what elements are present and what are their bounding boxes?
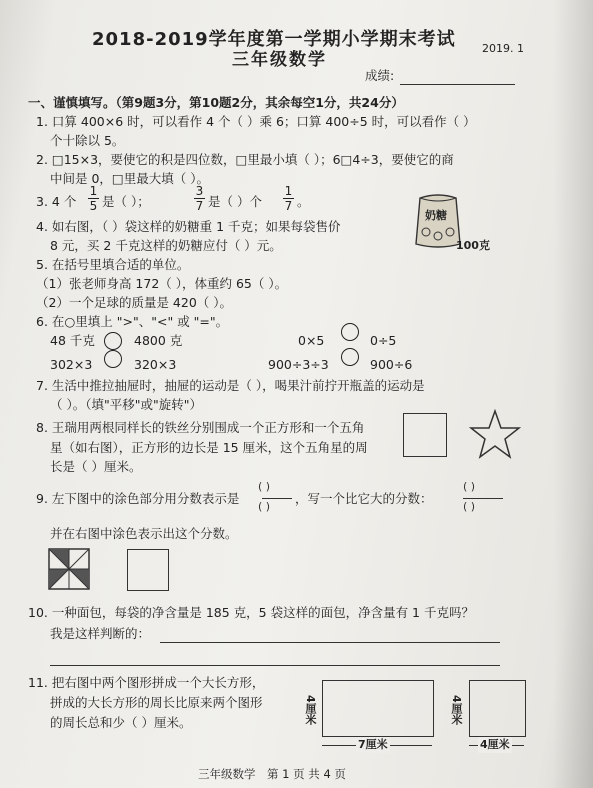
compare-b-right: 0÷5 <box>370 333 397 348</box>
rectangle-height-label: 4厘米 <box>304 695 317 725</box>
compare-a-left: 48 千克 <box>50 333 95 348</box>
compare-b-circle[interactable] <box>341 323 359 341</box>
question-5-line-3: （2）一个足球的质量是 420（ ）。 <box>36 295 233 310</box>
question-3-part-2: 是（ ）； <box>102 194 150 209</box>
question-2-line-2: 中间是 0，□里最大填（ ）。 <box>50 171 209 186</box>
rectangle-figure <box>322 680 434 737</box>
compare-a-circle[interactable] <box>104 332 122 350</box>
compare-a-right: 4800 克 <box>134 333 183 348</box>
fraction-three-sevenths: 3 7 <box>195 184 204 213</box>
candy-bag-label: 奶糖 <box>425 209 447 222</box>
question-2-line-1: 2. □15×3，要使它的积是四位数，□里最小填（ ）；6□4÷3，要使它的商 <box>36 152 454 167</box>
exam-date: 2019. 1 <box>482 42 524 55</box>
page-shadow <box>553 0 593 788</box>
question-3-part-1: 3. 4 个 <box>36 194 77 209</box>
question-4-line-2: 8 元，买 2 千克这样的奶糖应付（ ）元。 <box>50 238 282 253</box>
question-9-line-2: 并在右图中涂色表示出这个分数。 <box>50 526 238 541</box>
compare-c-circle[interactable] <box>104 350 122 368</box>
question-11-line-3: 的周长总和少（ ）厘米。 <box>50 715 192 730</box>
compare-c-right: 320×3 <box>134 357 177 372</box>
question-11-line-1: 11. 把右图中两个图形拼成一个大长方形， <box>28 675 265 690</box>
question-1-line-2: 个十除以 5。 <box>50 133 125 148</box>
question-8-line-2: 星（如右图），正方形的边长是 15 厘米，这个五角星的周 <box>50 440 368 455</box>
page-subtitle: 三年级数学 <box>232 50 327 70</box>
question-8-line-1: 8. 王瑞用两根同样长的铁丝分别围成一个正方形和一个五角 <box>36 420 365 435</box>
fraction-one-fifth: 1 5 <box>89 184 98 213</box>
question-6-line-1: 6. 在○里填上 ">"、"<" 或 "="。 <box>36 314 229 329</box>
question-10-line-2: 我是这样判断的： <box>50 626 151 641</box>
question-3-part-3: 是（ ）个 <box>208 194 262 209</box>
candy-bag-weight: 100克 <box>456 239 490 252</box>
page-footer: 三年级数学 第 1 页 共 4 页 <box>198 767 346 781</box>
compare-d-right: 900÷6 <box>370 357 413 372</box>
question-9-line-1a: 9. 左下图中的涂色部分用分数表示是 <box>36 491 240 506</box>
shaded-square-figure <box>48 548 90 590</box>
question-8-line-3: 长是（ ）厘米。 <box>50 459 142 474</box>
score-input-line[interactable] <box>400 84 515 85</box>
answer-fraction-paren-top-2: ( ) <box>463 480 476 493</box>
blank-square-figure[interactable] <box>127 549 169 591</box>
star-figure <box>468 409 522 461</box>
answer-fraction-paren-top-1: ( ) <box>258 480 271 493</box>
question-1-line-1: 1. 口算 400×6 时，可以看作 4 个（ ）乘 6；口算 400÷5 时，可以看作（ ） <box>36 114 476 129</box>
fraction-one-seventh: 1 7 <box>284 184 293 213</box>
square-height-label: 4厘米 <box>450 695 463 725</box>
question-7-line-2: （ ）。（填"平移"或"旋转"） <box>50 397 202 412</box>
rectangle-width-label: 7厘米 <box>358 738 388 751</box>
compare-d-left: 900÷3÷3 <box>268 357 329 372</box>
compare-c-left: 302×3 <box>50 357 93 372</box>
question-4-line-1: 4. 如右图，（ ）袋这样的奶糖重 1 千克；如果每袋售价 <box>36 219 341 234</box>
question-7-line-1: 7. 生活中推拉抽屉时，抽屉的运动是（ ），喝果汁前拧开瓶盖的运动是 <box>36 378 425 393</box>
score-label: 成绩: <box>365 68 395 83</box>
section-heading: 一、谨慎填写。（第9题3分，第10题2分，其余每空1分，共24分） <box>28 95 404 110</box>
question-9-line-1b: ，写一个比它大的分数： <box>295 491 433 506</box>
question-5-line-2: （1）张老师身高 172（ ），体重约 65（ ）。 <box>36 276 288 291</box>
question-10-line-1: 10. 一种面包，每袋的净含量是 185 克，5 袋这样的面包，净含量有 1 千克吗？ <box>28 605 474 620</box>
question-3-part-4: 。 <box>297 194 310 209</box>
square-figure <box>403 413 447 457</box>
answer-line-2[interactable] <box>50 665 500 666</box>
answer-fraction-paren-bottom-2: ( ) <box>463 500 476 513</box>
answer-fraction-paren-bottom-1: ( ) <box>258 500 271 513</box>
question-11-line-2: 拼成的大长方形的周长比原来两个图形 <box>50 695 263 710</box>
compare-b-left: 0×5 <box>298 333 325 348</box>
square-figure-2 <box>469 680 526 737</box>
square-width-label: 4厘米 <box>480 738 510 751</box>
page-title: 2018-2019学年度第一学期小学期末考试 <box>92 29 456 50</box>
compare-d-circle[interactable] <box>341 348 359 366</box>
answer-line-1[interactable] <box>160 642 500 643</box>
question-5-line-1: 5. 在括号里填合适的单位。 <box>36 257 190 272</box>
